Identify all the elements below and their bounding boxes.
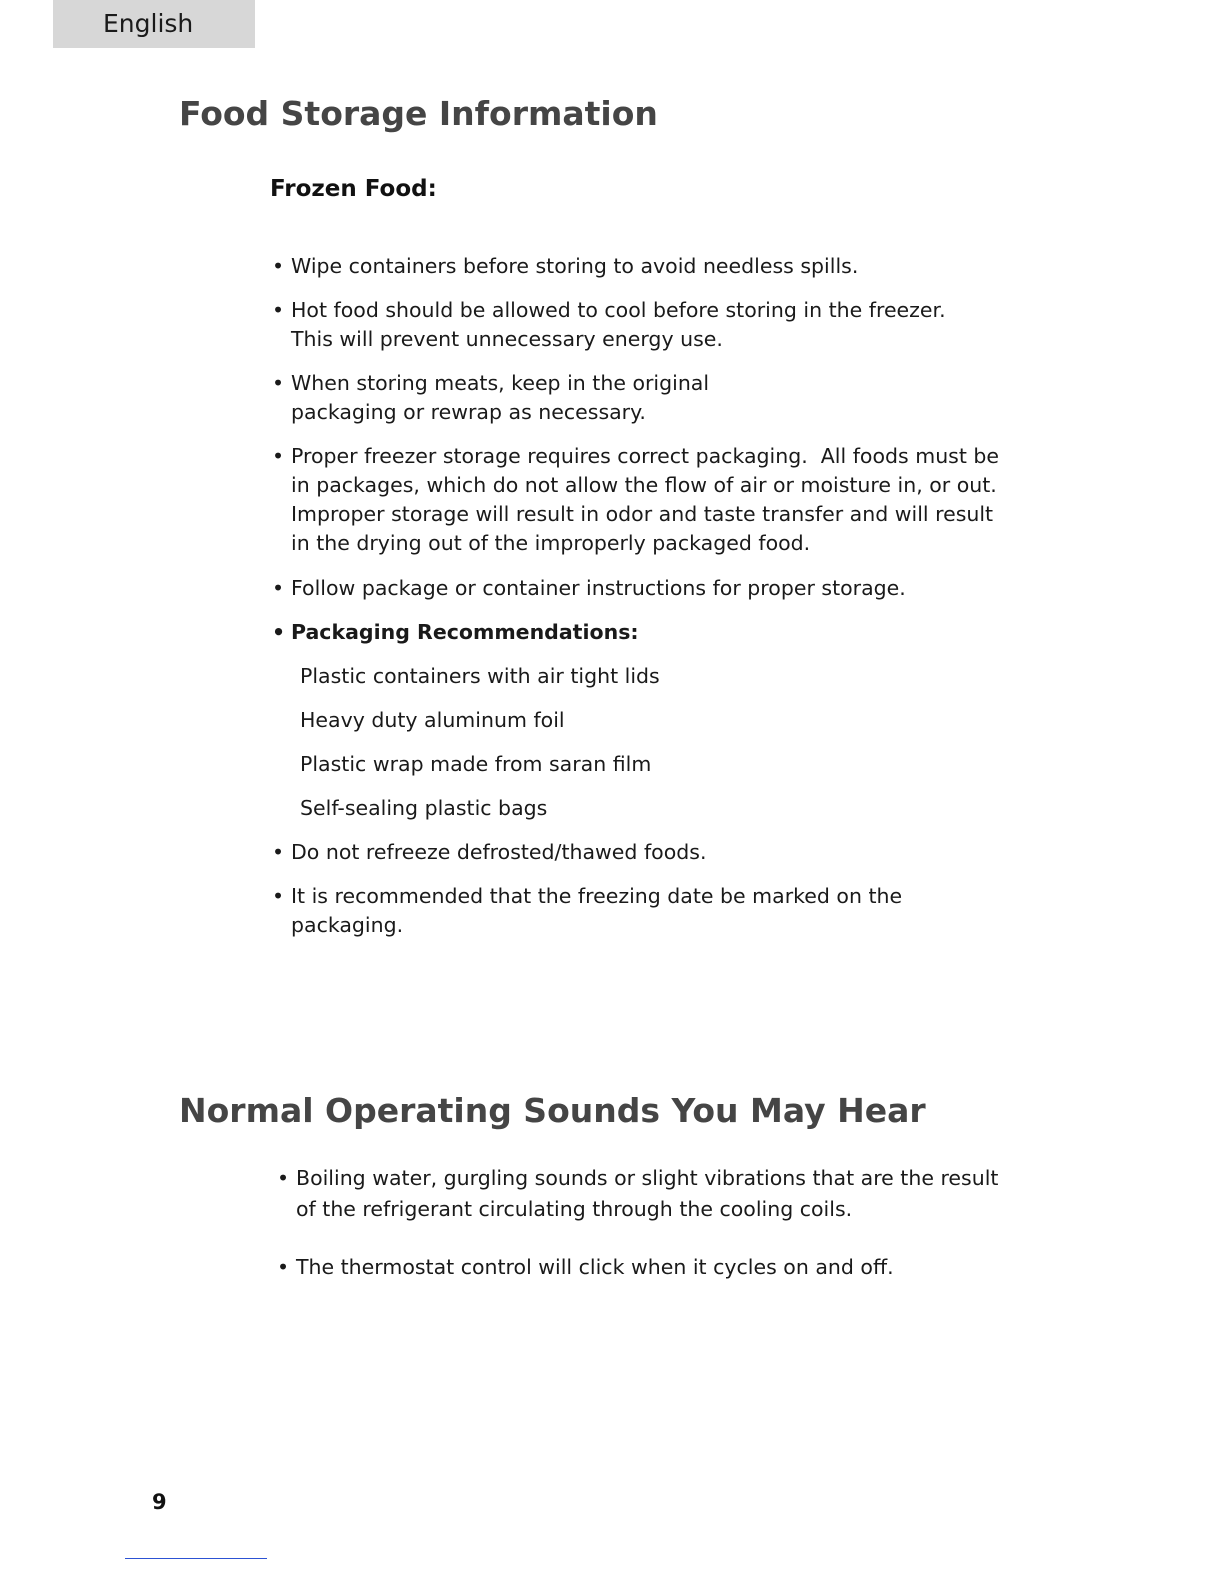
list-item-line: Follow package or container instructions for proper storage. bbox=[291, 576, 906, 600]
footer-divider bbox=[125, 1558, 267, 1559]
list-item-line: Proper freezer storage requires correct packaging. All foods must be bbox=[291, 444, 1000, 468]
list-item-line: packaging or rewrap as necessary. bbox=[291, 400, 646, 424]
bullet-icon: • bbox=[272, 620, 286, 644]
list-item-line: Hot food should be allowed to cool before storing in the freezer. bbox=[291, 298, 946, 322]
list-item-line: Boiling water, gurgling sounds or slight vibrations that are the result bbox=[296, 1166, 999, 1190]
list-item-line: Wipe containers before storing to avoid needless spills. bbox=[291, 254, 859, 278]
list-item-line: Packaging Recommendations: bbox=[291, 620, 639, 644]
list-item-line: in the drying out of the improperly packaged food. bbox=[291, 531, 811, 555]
list-item-line: Do not refreeze defrosted/thawed foods. bbox=[291, 840, 707, 864]
food-storage-title: Food Storage Information bbox=[179, 94, 658, 133]
list-item bbox=[277, 1163, 999, 1225]
bullet-icon: • bbox=[272, 884, 285, 908]
list-item-line: packaging. bbox=[291, 913, 404, 937]
packaging-item: Plastic wrap made from saran film bbox=[300, 752, 652, 776]
bullet-icon: • bbox=[272, 576, 285, 600]
list-item bbox=[277, 1253, 894, 1282]
list-item-line: in packages, which do not allow the flow of air or moisture in, or out. bbox=[291, 473, 997, 497]
list-item bbox=[272, 296, 946, 354]
list-item-line: The thermostat control will click when it cycles on and off. bbox=[296, 1255, 894, 1279]
operating-sounds-title: Normal Operating Sounds You May Hear bbox=[179, 1091, 926, 1130]
page-number: 9 bbox=[152, 1490, 167, 1514]
list-item bbox=[272, 574, 906, 603]
list-item bbox=[272, 838, 707, 867]
packaging-item: Heavy duty aluminum foil bbox=[300, 708, 565, 732]
list-item-line: It is recommended that the freezing date be marked on the bbox=[291, 884, 903, 908]
frozen-food-heading: Frozen Food: bbox=[270, 176, 437, 202]
list-item-line: When storing meats, keep in the original bbox=[291, 371, 710, 395]
packaging-recommendations-heading bbox=[272, 618, 639, 647]
list-item bbox=[272, 252, 859, 281]
list-item-line: This will prevent unnecessary energy use. bbox=[291, 327, 723, 351]
language-tab: English bbox=[53, 0, 255, 48]
bullet-icon: • bbox=[277, 1255, 290, 1279]
list-item bbox=[272, 369, 710, 427]
list-item-line: of the refrigerant circulating through the cooling coils. bbox=[296, 1197, 853, 1221]
packaging-item: Self-sealing plastic bags bbox=[300, 796, 548, 820]
bullet-icon: • bbox=[272, 371, 285, 395]
list-item-line: Improper storage will result in odor and taste transfer and will result bbox=[291, 502, 994, 526]
packaging-item: Plastic containers with air tight lids bbox=[300, 664, 660, 688]
bullet-icon: • bbox=[272, 444, 285, 468]
bullet-icon: • bbox=[277, 1166, 290, 1190]
list-item bbox=[272, 442, 1000, 558]
bullet-icon: • bbox=[272, 298, 285, 322]
bullet-icon: • bbox=[272, 254, 285, 278]
bullet-icon: • bbox=[272, 840, 285, 864]
list-item bbox=[272, 882, 903, 940]
